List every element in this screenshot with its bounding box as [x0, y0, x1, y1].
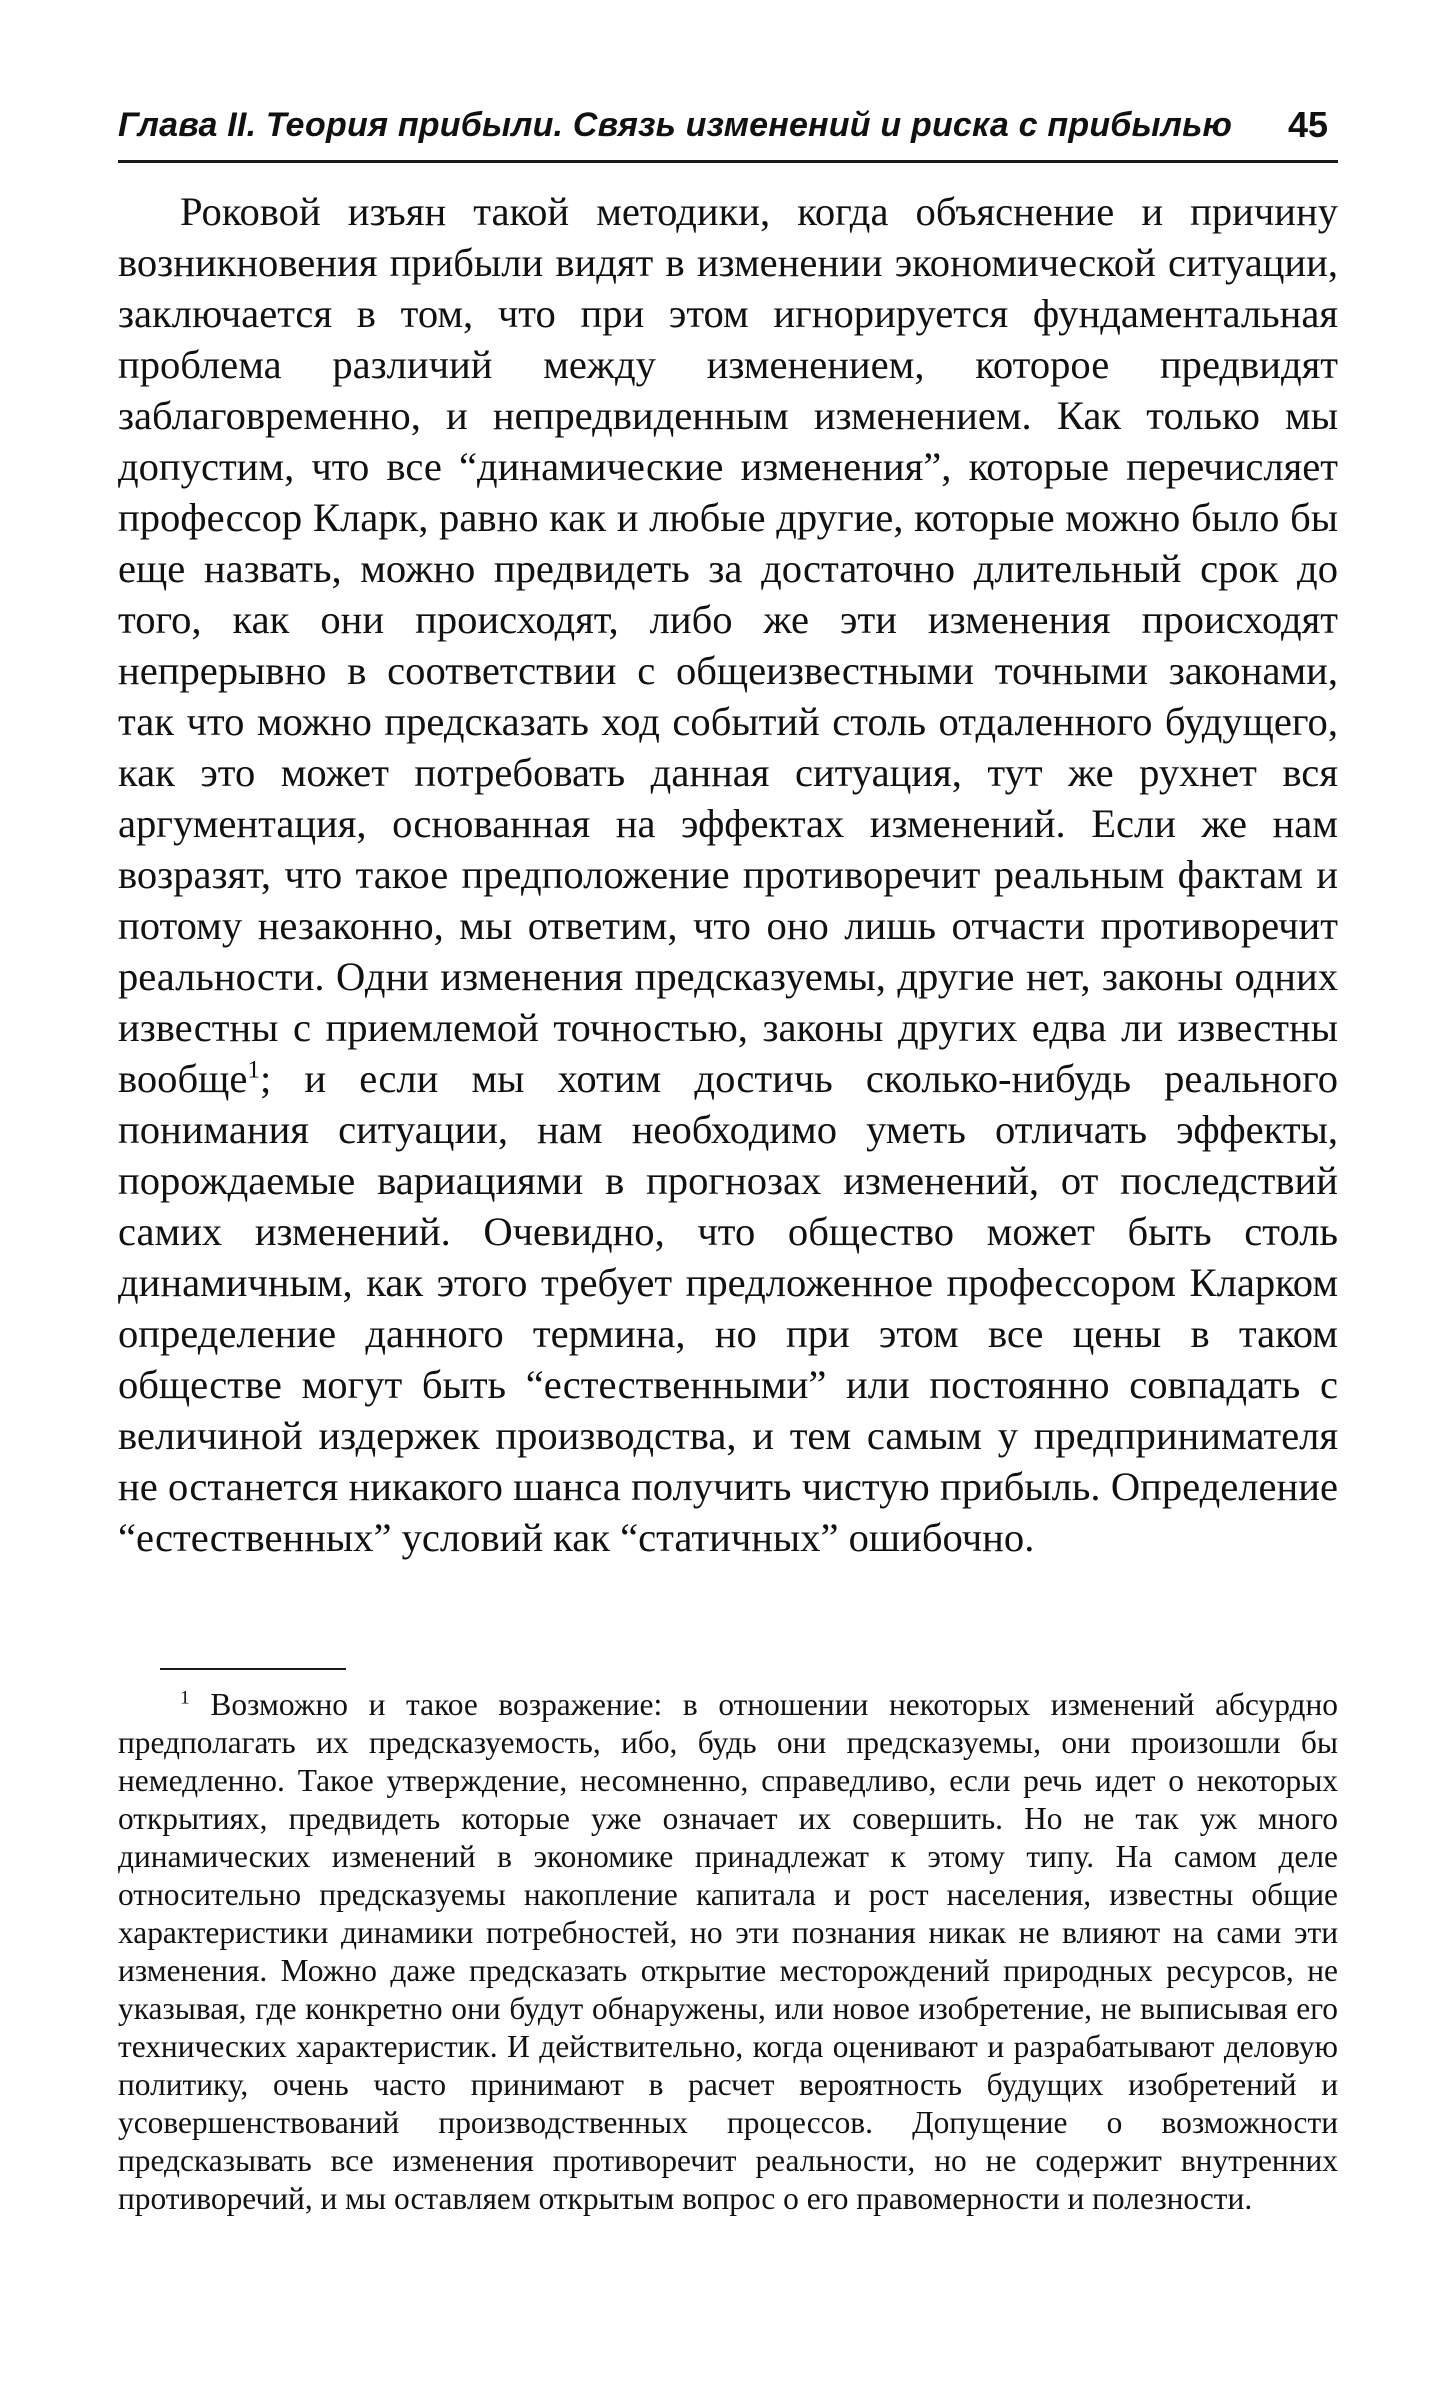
footnote-number: 1 [180, 1687, 190, 1709]
footnote-divider [160, 1668, 346, 1670]
main-paragraph-part1: Роковой изъян такой методики, когда объяснение и причину возникновения прибыли видят в изменении экономической ситуации, заключается в том, что при этом игнорируется фундаментальная проблема различий между изменением, которое предвидят заблаговременно, и непредвиденным изменением. Как только мы допустим, что все “динамические изменения”, которые перечисляет профессор Кларк, равно как и любые другие, которые можно было бы еще назвать, можно предвидеть за достаточно длительный срок до того, как они происходят, либо же эти изменения происходят непрерывно в соответствии с общеизвестными точными законами, так что можно предсказать ход событий столь отдаленного будущего, как это может потребовать данная ситуация, тут же рухнет вся аргументация, основанная на эффектах изменений. Если же нам возразят, что такое предположение противоречит реальным фактам и потому незаконно, мы ответим, что оно лишь отчасти противоречит реальности. Одни изменения предсказуемы, другие нет, законы одних известны с приемлемой точностью, законы других едва ли известны вообще [118, 189, 1338, 1101]
main-paragraph [118, 186, 1338, 1563]
running-header [118, 100, 1338, 163]
footnote-reference: 1 [247, 1056, 260, 1084]
footnote [118, 1686, 1338, 2218]
running-title: Глава II. Теория прибыли. Связь изменений и риска с прибылью [118, 106, 1233, 144]
main-paragraph-part2: ; и если мы хотим достичь сколько-нибудь реального понимания ситуации, нам необходимо уметь отличать эффекты, порождаемые вариациями в прогнозах изменений, от последствий самих изменений. Очевидно, что общество может быть столь динамичным, как этого требует предложенное профессором Кларком определение данного термина, но при этом все цены в таком обществе могут быть “естественными” или постоянно совпадать с величиной издержек производства, и тем самым у предпринимателя не останется никакого шанса получить чистую прибыль. Определение “естественных” условий как “статичных” ошибочно. [118, 1056, 1338, 1560]
footnote-text: Возможно и такое возражение: в отношении некоторых изменений абсурдно предполагать их предсказуемость, ибо, будь они предсказуемы, они произошли бы немедленно. Такое утверждение, несомненно, справедливо, если речь идет о некоторых открытиях, предвидеть которые уже означает их совершить. Но не так уж много динамических изменений в экономике принадлежат к этому типу. На самом деле относительно предсказуемы накопление капитала и рост населения, известны общие характеристики динамики потребностей, но эти познания никак не влияют на сами эти изменения. Можно даже предсказать открытие месторождений природных ресурсов, не указывая, где конкретно они будут обнаружены, или новое изобретение, не выписывая его технических характеристик. И действительно, когда оценивают и разрабатывают деловую политику, очень часто принимают в расчет вероятность будущих изобретений и усовершенствований производственных процессов. Допущение о возможности предсказывать все изменения противоречит реальности, но не содержит внутренних противоречий, и мы оставляем открытым вопрос о его правомерности и полезности. [118, 1687, 1338, 2216]
page-number: 45 [1287, 104, 1328, 145]
